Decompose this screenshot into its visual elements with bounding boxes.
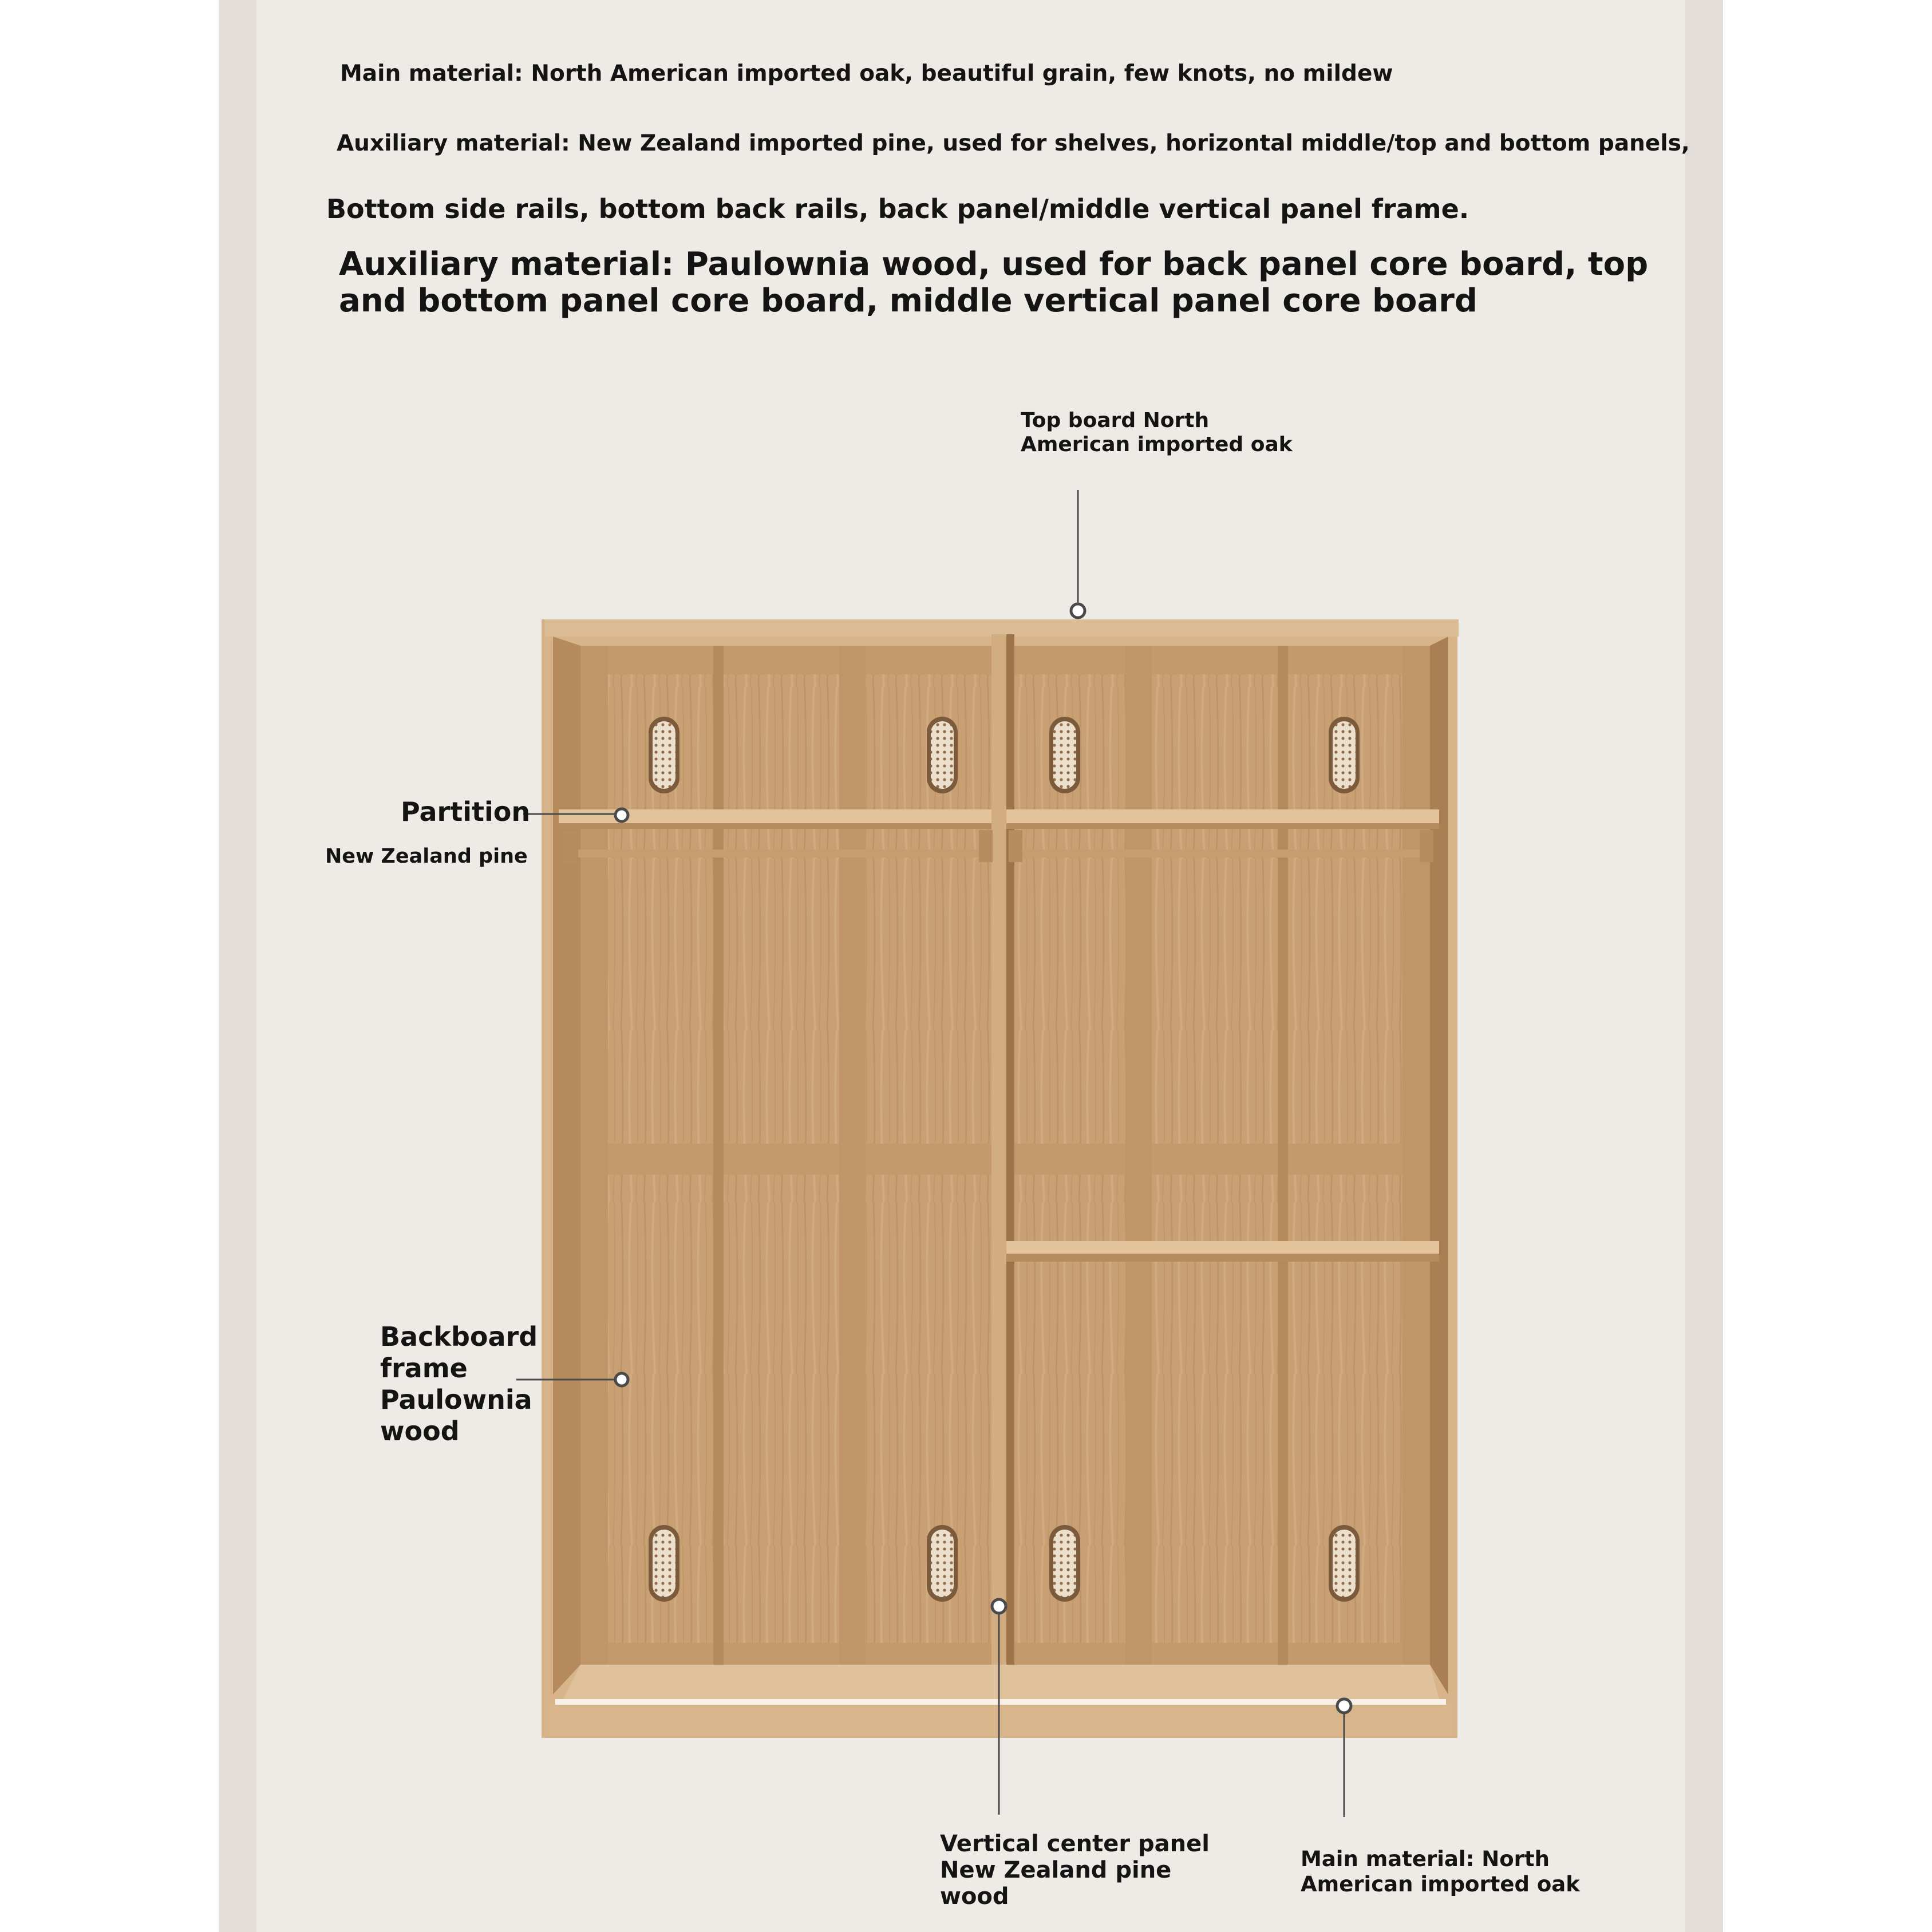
callout-partition-title: Partition (401, 796, 531, 827)
rattan-vent (931, 721, 954, 789)
rattan-vent (653, 1530, 675, 1597)
intro-bottom-rails: Bottom side rails, bottom back rails, back panel/middle vertical panel frame. (326, 193, 1469, 224)
callout-main-material: Main material: North American imported oak (1301, 1847, 1580, 1897)
right-side-interior (1430, 637, 1448, 1694)
dot-main-material (1337, 1699, 1351, 1713)
right-lower-shelf-edge (1006, 1254, 1439, 1262)
callout-vertical-center: Vertical center panel New Zealand pine wood (940, 1831, 1210, 1910)
rattan-vent (1053, 721, 1076, 789)
rod-bracket (979, 830, 993, 862)
rattan-vent (1053, 1530, 1076, 1597)
dot-vertical-center (992, 1599, 1006, 1613)
rod-bracket (563, 830, 577, 862)
vertical-center-panel-shadow (1006, 634, 1014, 1698)
partition-shelf-right (1006, 809, 1439, 823)
bottom-rail (555, 1699, 1446, 1705)
hanging-rod-left (578, 850, 989, 858)
vertical-center-panel (991, 634, 1006, 1698)
callout-top-board: Top board North American imported oak (1021, 409, 1293, 456)
rattan-vent (1333, 721, 1356, 789)
stile (580, 646, 608, 1665)
rattan-vent (1333, 1530, 1356, 1597)
intro-auxiliary-pine: Auxiliary material: New Zealand imported pine, used for shelves, horizontal middle/top and bottom panels, (337, 131, 1690, 156)
intro-auxiliary-paulownia: Auxiliary material: Paulownia wood, used for back panel core board, top and bottom panel core board, middle vertical panel core board (339, 246, 1649, 319)
bottom-panel-interior (563, 1665, 1439, 1699)
stile (839, 646, 866, 1665)
dot-backboard (615, 1373, 628, 1386)
dot-top-board (1071, 604, 1085, 618)
intro-main-material: Main material: North American imported oak, beautiful grain, few knots, no mildew (340, 61, 1393, 86)
stile (1402, 646, 1430, 1665)
right-lower-shelf (1006, 1241, 1439, 1254)
stile (1278, 646, 1288, 1665)
stile (1125, 646, 1152, 1665)
partition-shelf-right-edge (1006, 823, 1439, 829)
dot-partition (615, 809, 628, 821)
rod-bracket (1009, 830, 1022, 862)
callout-backboard: Backboard frame Paulownia wood (380, 1321, 538, 1447)
top-board (545, 619, 1459, 637)
callout-partition-sub: New Zealand pine (325, 845, 528, 868)
rattan-vent (931, 1530, 954, 1597)
left-side-interior (553, 637, 580, 1694)
hanging-rod-right (1019, 850, 1420, 858)
stile (713, 646, 724, 1665)
rod-bracket (1420, 830, 1433, 862)
bottom-board (550, 1705, 1451, 1737)
partition-shelf-left-edge (559, 823, 991, 829)
rattan-vent (653, 721, 675, 789)
